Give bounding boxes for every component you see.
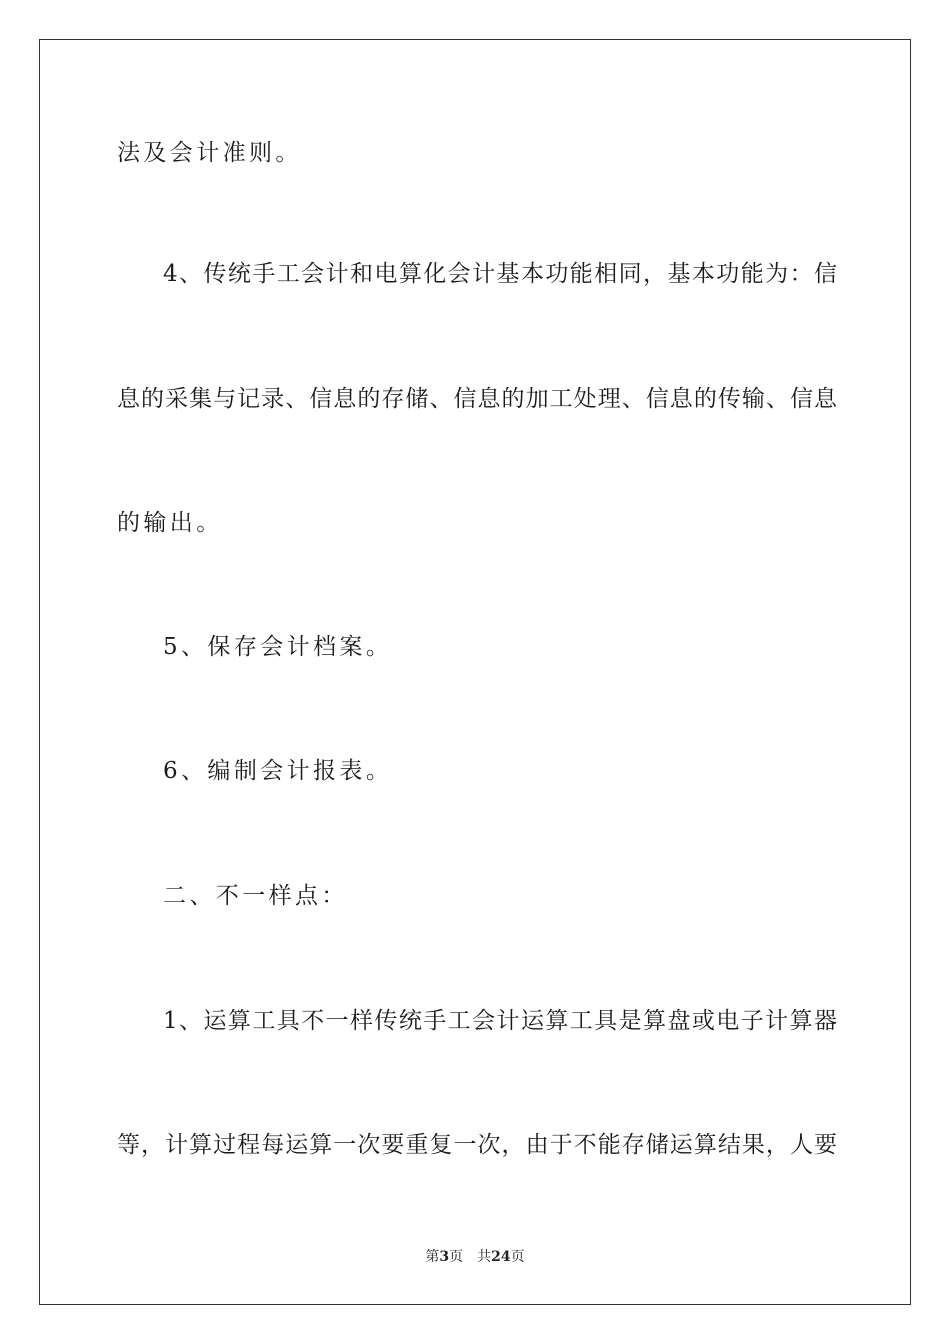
current-page-number: 3 (439, 1249, 450, 1265)
total-page-number: 24 (491, 1249, 511, 1265)
text-line: 4、传统手工会计和电算化会计基本功能相同，基本功能为：信 (163, 261, 837, 287)
page-prefix: 第 (425, 1249, 440, 1265)
text-line: 的输出。 (117, 510, 223, 536)
text-line: 6、编制会计报表。 (163, 758, 393, 784)
text-line: 5、保存会计档案。 (163, 634, 393, 660)
text-line: 息的采集与记录、信息的存储、信息的加工处理、信息的传输、信息 (117, 386, 837, 412)
text-line: 等，计算过程每运算一次要重复一次，由于不能存储运算结果，人要 (117, 1132, 837, 1158)
total-suffix: 页 (510, 1249, 525, 1265)
page-frame (39, 39, 911, 1305)
text-line: 1、运算工具不一样传统手工会计运算工具是算盘或电子计算器 (163, 1008, 837, 1034)
total-prefix: 共 (477, 1249, 492, 1265)
text-line: 法及会计准则。 (117, 140, 302, 166)
page-suffix: 页 (449, 1249, 464, 1265)
page-footer (0, 1248, 950, 1266)
text-line: 二、不一样点： (163, 883, 348, 909)
